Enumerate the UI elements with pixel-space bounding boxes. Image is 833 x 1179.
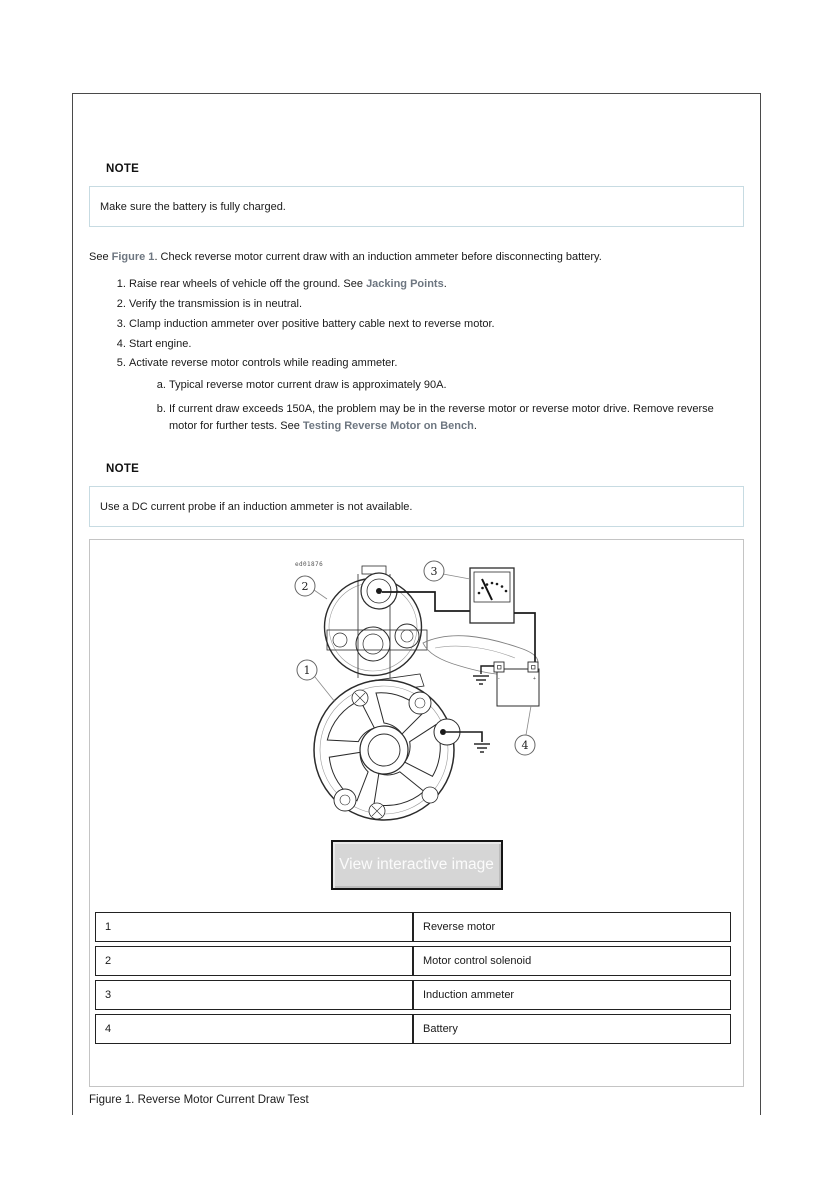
legend-num: 4	[95, 1014, 413, 1044]
legend-num: 2	[95, 946, 413, 976]
note-text-2: Use a DC current probe if an induction ammeter is not available.	[100, 500, 413, 513]
figure-code: ed01876	[295, 560, 324, 568]
table-row	[95, 912, 731, 942]
procedure-substeps	[155, 377, 744, 436]
figure-1-diagram	[90, 548, 744, 830]
callout-3	[424, 561, 444, 581]
note-box-2	[89, 486, 744, 527]
legend-label: Motor control solenoid	[413, 946, 731, 976]
intro-text-post: . Check reverse motor current draw with an induction ammeter before disconnecting battery.	[154, 251, 602, 263]
procedure-steps	[113, 278, 744, 436]
testing-reverse-motor-link[interactable]: Testing Reverse Motor on Bench	[302, 420, 474, 433]
legend-num: 3	[95, 980, 413, 1010]
figure-container	[89, 539, 744, 1087]
battery-positive-mark: +	[533, 675, 536, 682]
figure-1-link[interactable]: Figure 1	[111, 251, 155, 263]
table-row	[95, 980, 731, 1010]
callout-4	[515, 735, 535, 755]
svg-text:4: 4	[521, 738, 529, 752]
table-row	[95, 1014, 731, 1044]
note-text-1: Make sure the battery is fully charged.	[100, 201, 286, 213]
legend-num: 1	[95, 912, 413, 942]
battery-negative-mark: -	[498, 675, 500, 682]
svg-text:1: 1	[303, 663, 311, 677]
step-5b: b. If current draw exceeds 150A, the problem may be in the reverse motor or reverse motor drive. Remove reverse motor for further tests. See Testing Reverse Motor on Bench.	[169, 401, 744, 436]
callout-2	[295, 576, 315, 596]
callout-1	[297, 660, 317, 680]
legend-label: Induction ammeter	[413, 980, 731, 1010]
battery-drawing	[473, 662, 539, 706]
svg-text:3: 3	[430, 564, 438, 578]
step-4: 4. Start engine.	[129, 338, 744, 352]
figure-legend-table	[95, 908, 731, 1048]
step-5: 5. Activate reverse motor controls while reading ammeter. a. Typical reverse motor current draw is approximately 90A. b. If current draw exceeds 150A, the problem may be in the reverse motor or reverse motor drive. Remove reverse motor for further tests. See Testing Reverse Motor on Bench.	[129, 357, 744, 436]
step-2: 2. Verify the transmission is in neutral.	[129, 298, 744, 312]
step-1: 1. Raise rear wheels of vehicle off the ground. See Jacking Points.	[129, 278, 744, 292]
step-3: 3. Clamp induction ammeter over positive battery cable next to reverse motor.	[129, 318, 744, 332]
reverse-motor-drawing	[314, 680, 460, 820]
legend-label: Battery	[413, 1014, 731, 1044]
figure-caption: Figure 1. Reverse Motor Current Draw Test	[89, 1093, 309, 1106]
view-interactive-image-button[interactable]: View interactive image	[331, 840, 503, 890]
note-heading-2: NOTE	[106, 462, 140, 475]
note-heading-1: NOTE	[106, 163, 140, 175]
jacking-points-link[interactable]: Jacking Points	[366, 278, 444, 291]
step-5a: a. Typical reverse motor current draw is approximately 90A.	[169, 377, 744, 395]
document-page	[72, 93, 761, 1115]
note-box-1	[89, 186, 744, 227]
legend-label: Reverse motor	[413, 912, 731, 942]
intro-text-pre: See	[89, 251, 112, 263]
table-row	[95, 946, 731, 976]
svg-text:2: 2	[301, 579, 309, 593]
intro-paragraph	[89, 250, 744, 265]
